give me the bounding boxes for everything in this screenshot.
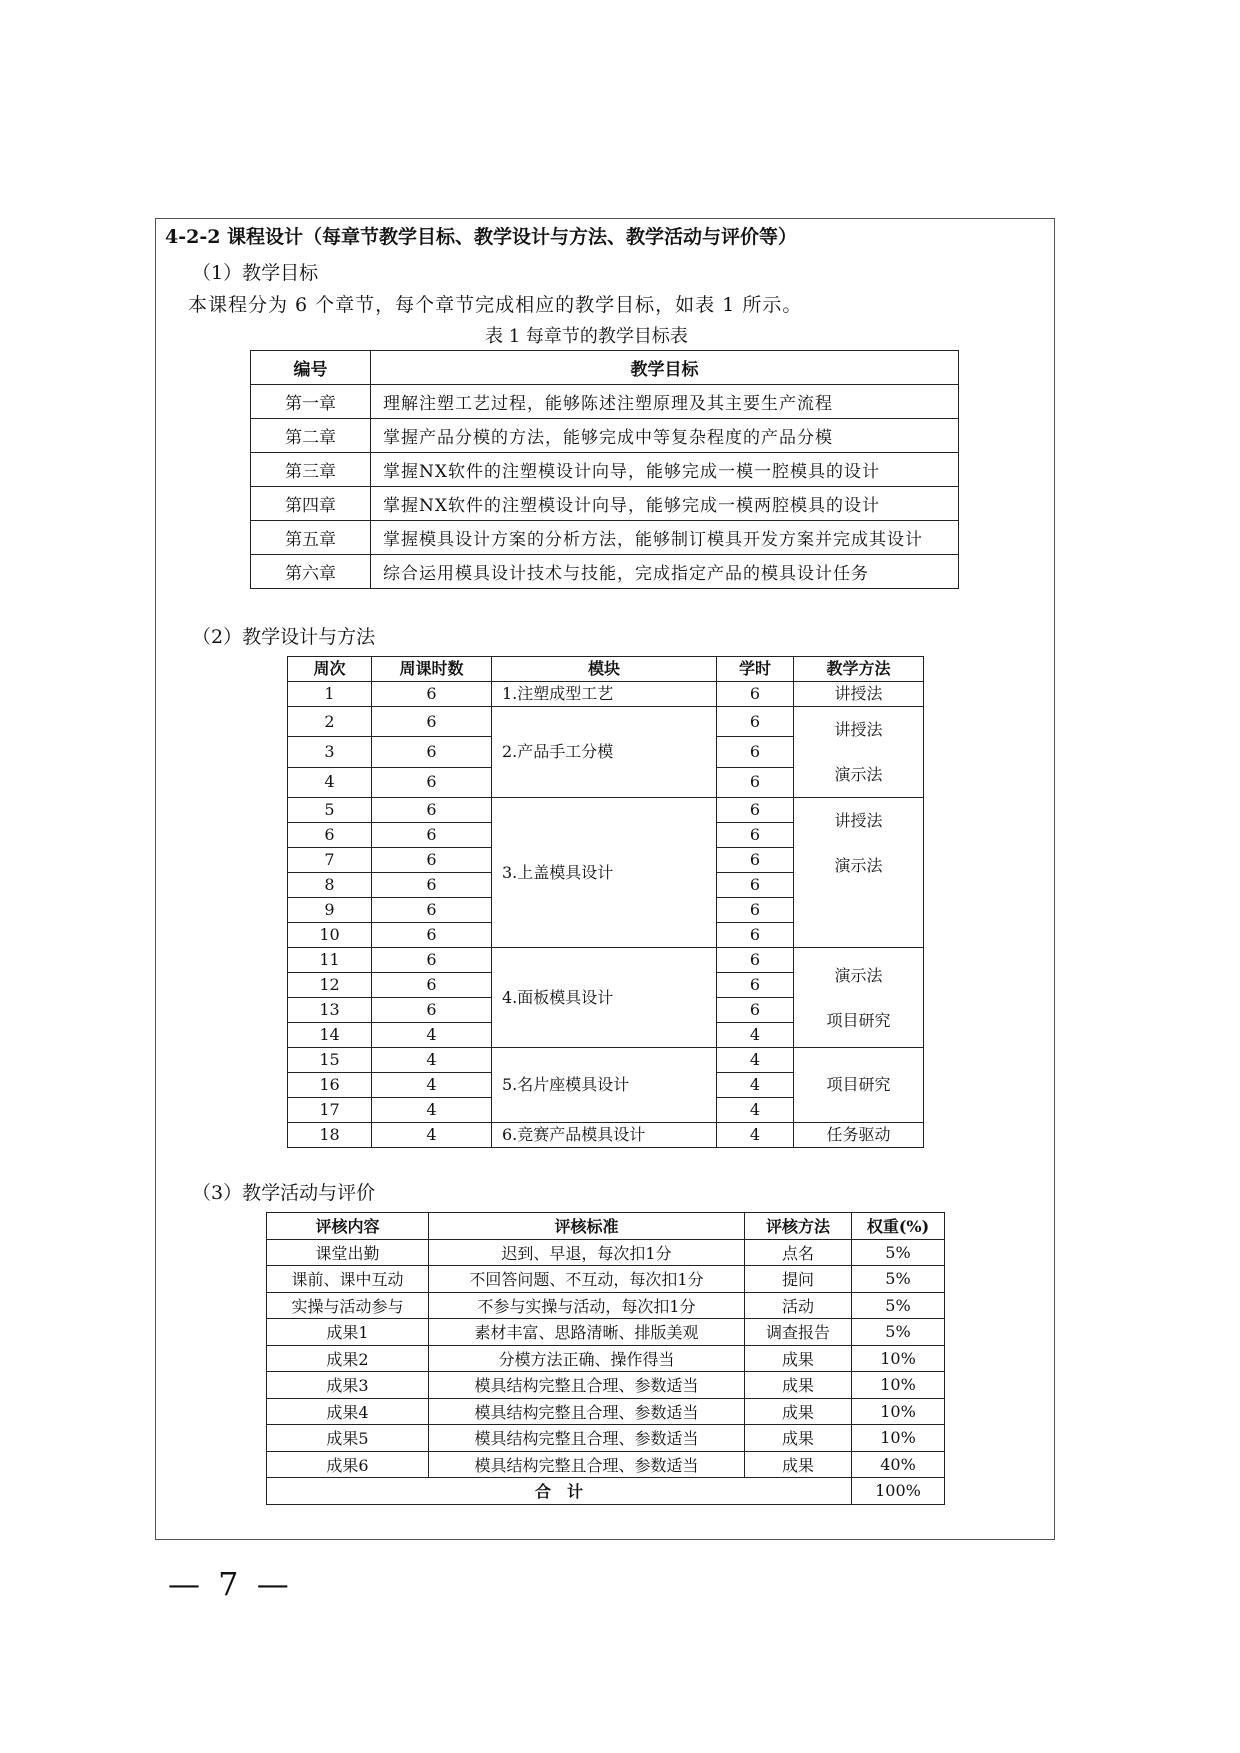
- table-row: [267, 1425, 945, 1452]
- table-row-total: [267, 1478, 945, 1505]
- study-hours-cell: 6: [717, 848, 794, 873]
- hours-cell: 6: [372, 948, 492, 973]
- week-cell: 14: [288, 1023, 372, 1048]
- week-cell: 13: [288, 998, 372, 1023]
- content-cell: 成果5: [267, 1425, 429, 1452]
- method-cell: [794, 707, 924, 798]
- table-row: [267, 1372, 945, 1399]
- study-hours-cell: 6: [717, 998, 794, 1023]
- table-header: 教学目标: [371, 351, 959, 385]
- study-hours-cell: 6: [717, 873, 794, 898]
- study-hours-cell: 4: [717, 1098, 794, 1123]
- hours-cell: 6: [372, 898, 492, 923]
- table-header: 周课时数: [372, 657, 492, 682]
- table-header: 评核方法: [745, 1213, 852, 1240]
- module-cell: 5.名片座模具设计: [492, 1048, 717, 1123]
- hours-cell: 4: [372, 1123, 492, 1148]
- content-cell: 课前、课中互动: [267, 1266, 429, 1293]
- hours-cell: 6: [372, 923, 492, 948]
- week-cell: 7: [288, 848, 372, 873]
- study-hours-cell: 6: [717, 737, 794, 767]
- table-header: 模块: [492, 657, 717, 682]
- weight-cell: 10%: [852, 1345, 945, 1372]
- module-cell: 2.产品手工分模: [492, 707, 717, 798]
- method-cell: 成果: [745, 1425, 852, 1452]
- week-cell: 9: [288, 898, 372, 923]
- method-cell: 成果: [745, 1398, 852, 1425]
- hours-cell: 6: [372, 998, 492, 1023]
- table-row: [267, 1398, 945, 1425]
- chapter-cell: 第六章: [251, 555, 371, 589]
- week-cell: 2: [288, 707, 372, 737]
- week-cell: 18: [288, 1123, 372, 1148]
- table-row: [267, 1319, 945, 1346]
- study-hours-cell: 6: [717, 923, 794, 948]
- total-value: 100%: [852, 1478, 945, 1505]
- table-header: 评核标准: [429, 1213, 745, 1240]
- table-header: 权重(%): [852, 1213, 945, 1240]
- table-header: 评核内容: [267, 1213, 429, 1240]
- goal-cell: 掌握NX软件的注塑模设计向导，能够完成一模一腔模具的设计: [371, 453, 959, 487]
- method-cell: 任务驱动: [794, 1123, 924, 1148]
- method-label: 项目研究: [826, 1010, 891, 1030]
- method-cell: [794, 798, 924, 948]
- weight-cell: 10%: [852, 1398, 945, 1425]
- hours-cell: 6: [372, 682, 492, 707]
- table-header: 学时: [717, 657, 794, 682]
- standard-cell: 模具结构完整且合理、参数适当: [429, 1372, 745, 1399]
- table-row: [267, 1345, 945, 1372]
- section-heading: 4-2-2 课程设计（每章节教学目标、教学设计与方法、教学活动与评价等）: [165, 226, 798, 248]
- method-cell: 活动: [745, 1292, 852, 1319]
- goal-cell: 综合运用模具设计技术与技能，完成指定产品的模具设计任务: [371, 555, 959, 589]
- method-cell: 项目研究: [794, 1048, 924, 1123]
- subheading-design-methods: （2）教学设计与方法: [192, 626, 376, 648]
- method-cell: 调查报告: [745, 1319, 852, 1346]
- table-row: [267, 1239, 945, 1266]
- study-hours-cell: 6: [717, 707, 794, 737]
- table-row: [288, 798, 924, 823]
- chapter-cell: 第二章: [251, 419, 371, 453]
- standard-cell: 模具结构完整且合理、参数适当: [429, 1451, 745, 1478]
- method-cell: [794, 948, 924, 1048]
- table-row: [288, 707, 924, 737]
- table-row: [267, 1266, 945, 1293]
- total-label: 合 计: [267, 1478, 852, 1505]
- content-cell: 实操与活动参与: [267, 1292, 429, 1319]
- week-cell: 5: [288, 798, 372, 823]
- study-hours-cell: 6: [717, 973, 794, 998]
- table1-caption: 表 1 每章节的教学目标表: [485, 326, 688, 347]
- content-cell: 成果2: [267, 1345, 429, 1372]
- table-row: [251, 521, 959, 555]
- chapter-cell: 第一章: [251, 385, 371, 419]
- content-cell: 成果1: [267, 1319, 429, 1346]
- standard-cell: 不参与实操与活动，每次扣1分: [429, 1292, 745, 1319]
- table-row: [251, 487, 959, 521]
- week-cell: 17: [288, 1098, 372, 1123]
- study-hours-cell: 4: [717, 1023, 794, 1048]
- subheading-activities-evaluation: （3）教学活动与评价: [192, 1182, 376, 1204]
- method-cell: 提问: [745, 1266, 852, 1293]
- study-hours-cell: 6: [717, 948, 794, 973]
- standard-cell: 模具结构完整且合理、参数适当: [429, 1425, 745, 1452]
- content-cell: 成果3: [267, 1372, 429, 1399]
- table-row: [288, 682, 924, 707]
- week-cell: 11: [288, 948, 372, 973]
- standard-cell: 分模方法正确、操作得当: [429, 1345, 745, 1372]
- method-cell: 成果: [745, 1451, 852, 1478]
- module-cell: 3.上盖模具设计: [492, 798, 717, 948]
- table-row: [267, 1292, 945, 1319]
- weight-cell: 5%: [852, 1266, 945, 1293]
- standard-cell: 素材丰富、思路清晰、排版美观: [429, 1319, 745, 1346]
- standard-cell: 不回答问题、不互动，每次扣1分: [429, 1266, 745, 1293]
- study-hours-cell: 4: [717, 1073, 794, 1098]
- hours-cell: 6: [372, 848, 492, 873]
- table-row: [251, 453, 959, 487]
- method-cell: 讲授法: [794, 682, 924, 707]
- week-cell: 10: [288, 923, 372, 948]
- method-label: 演示法: [834, 856, 883, 875]
- method-label: 讲授法: [834, 811, 883, 830]
- study-hours-cell: 6: [717, 682, 794, 707]
- hours-cell: 6: [372, 767, 492, 797]
- table-row: [288, 1048, 924, 1073]
- method-label: 演示法: [834, 765, 883, 784]
- hours-cell: 6: [372, 737, 492, 767]
- study-hours-cell: 6: [717, 898, 794, 923]
- weight-cell: 10%: [852, 1372, 945, 1399]
- hours-cell: 4: [372, 1023, 492, 1048]
- week-cell: 12: [288, 973, 372, 998]
- study-hours-cell: 4: [717, 1048, 794, 1073]
- standard-cell: 模具结构完整且合理、参数适当: [429, 1398, 745, 1425]
- table-header: 周次: [288, 657, 372, 682]
- week-cell: 15: [288, 1048, 372, 1073]
- module-cell: 4.面板模具设计: [492, 948, 717, 1048]
- method-label: 演示法: [834, 965, 883, 985]
- content-cell: 成果6: [267, 1451, 429, 1478]
- table-row: [288, 1123, 924, 1148]
- goal-cell: 掌握NX软件的注塑模设计向导，能够完成一模两腔模具的设计: [371, 487, 959, 521]
- hours-cell: 6: [372, 973, 492, 998]
- method-cell: 成果: [745, 1372, 852, 1399]
- week-cell: 6: [288, 823, 372, 848]
- weight-cell: 5%: [852, 1319, 945, 1346]
- week-cell: 4: [288, 767, 372, 797]
- week-cell: 16: [288, 1073, 372, 1098]
- content-cell: 成果4: [267, 1398, 429, 1425]
- chapter-goals-table: [250, 350, 959, 589]
- module-cell: 6.竞赛产品模具设计: [492, 1123, 717, 1148]
- table-header: 教学方法: [794, 657, 924, 682]
- table-row: [251, 385, 959, 419]
- method-cell: 点名: [745, 1239, 852, 1266]
- weight-cell: 10%: [852, 1425, 945, 1452]
- chapter-cell: 第四章: [251, 487, 371, 521]
- weekly-schedule-table: [287, 656, 924, 1148]
- study-hours-cell: 6: [717, 798, 794, 823]
- content-cell: 课堂出勤: [267, 1239, 429, 1266]
- module-cell: 1.注塑成型工艺: [492, 682, 717, 707]
- week-cell: 8: [288, 873, 372, 898]
- weight-cell: 5%: [852, 1239, 945, 1266]
- week-cell: 3: [288, 737, 372, 767]
- goal-cell: 理解注塑工艺过程，能够陈述注塑原理及其主要生产流程: [371, 385, 959, 419]
- intro-paragraph: 本课程分为 6 个章节，每个章节完成相应的教学目标，如表 1 所示。: [188, 294, 803, 316]
- hours-cell: 4: [372, 1098, 492, 1123]
- evaluation-table: [266, 1212, 945, 1505]
- goal-cell: 掌握产品分模的方法，能够完成中等复杂程度的产品分模: [371, 419, 959, 453]
- hours-cell: 6: [372, 873, 492, 898]
- table-header: 编号: [251, 351, 371, 385]
- subheading-teaching-goals: （1）教学目标: [192, 262, 319, 284]
- table-row: [267, 1451, 945, 1478]
- study-hours-cell: 4: [717, 1123, 794, 1148]
- table-row: [251, 555, 959, 589]
- goal-cell: 掌握模具设计方案的分析方法，能够制订模具开发方案并完成其设计: [371, 521, 959, 555]
- chapter-cell: 第五章: [251, 521, 371, 555]
- hours-cell: 4: [372, 1048, 492, 1073]
- method-cell: 成果: [745, 1345, 852, 1372]
- study-hours-cell: 6: [717, 767, 794, 797]
- week-cell: 1: [288, 682, 372, 707]
- table-row: [251, 419, 959, 453]
- standard-cell: 迟到、早退，每次扣1分: [429, 1239, 745, 1266]
- page-number: — 7 —: [168, 1565, 293, 1603]
- hours-cell: 4: [372, 1073, 492, 1098]
- hours-cell: 6: [372, 707, 492, 737]
- study-hours-cell: 6: [717, 823, 794, 848]
- hours-cell: 6: [372, 798, 492, 823]
- table-row: [288, 948, 924, 973]
- weight-cell: 5%: [852, 1292, 945, 1319]
- hours-cell: 6: [372, 823, 492, 848]
- method-label: 讲授法: [834, 720, 883, 739]
- weight-cell: 40%: [852, 1451, 945, 1478]
- chapter-cell: 第三章: [251, 453, 371, 487]
